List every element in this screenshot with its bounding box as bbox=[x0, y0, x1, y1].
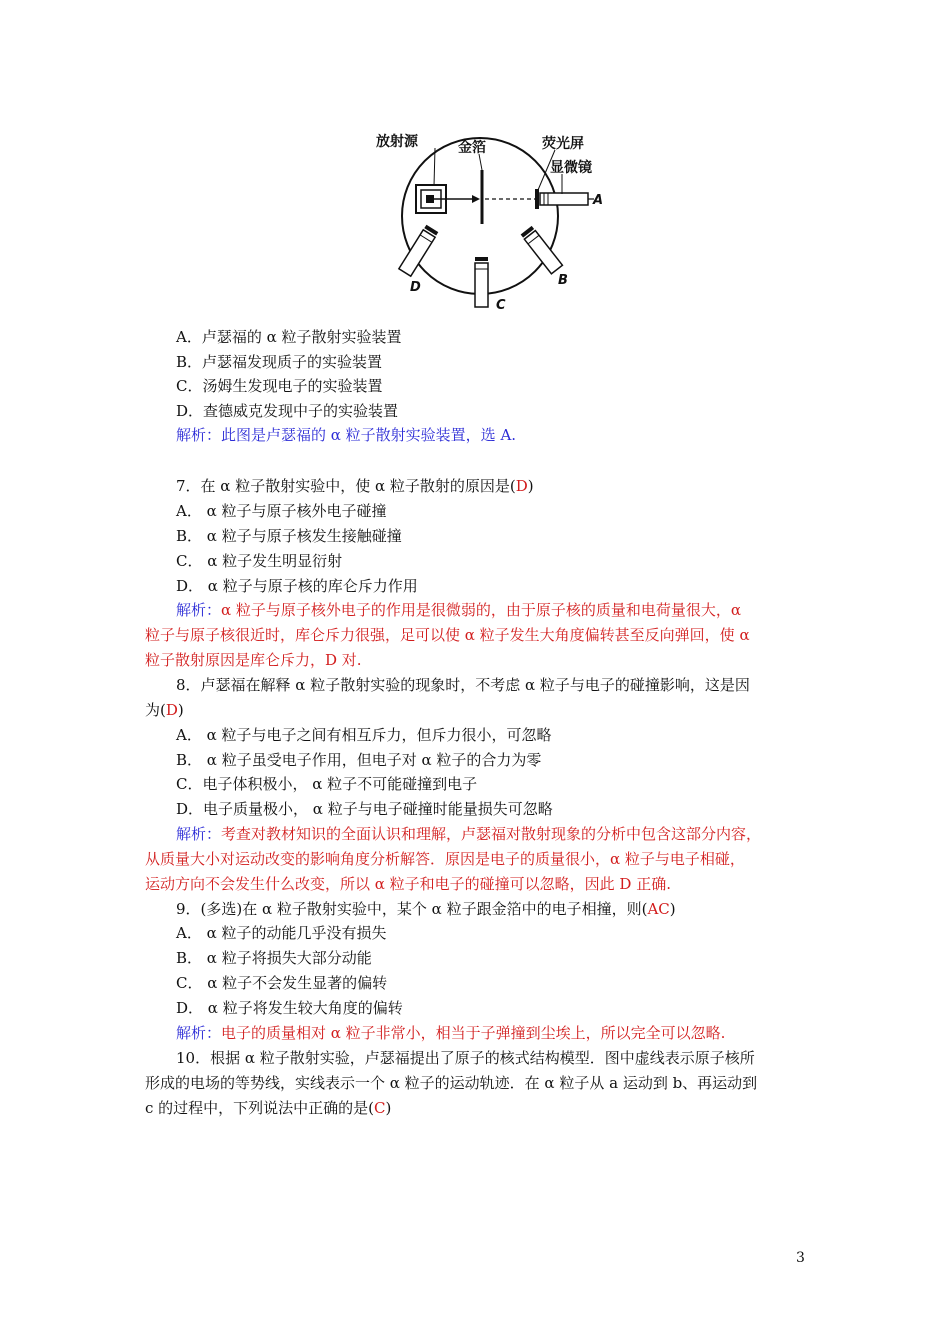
q10-answer: C bbox=[374, 1099, 386, 1117]
q7-option-a: A． α 粒子与原子核外电子碰撞 bbox=[176, 502, 387, 520]
label-screen: 荧光屏 bbox=[542, 136, 584, 152]
microscope-c bbox=[475, 257, 488, 307]
microscope-d bbox=[399, 225, 438, 277]
q9-option-a: A． α 粒子的动能几乎没有损失 bbox=[176, 924, 387, 942]
q7-analysis-line-2: 粒子与原子核很近时，库仑斥力很强，足可以使 α 粒子发生大角度偏转甚至反向弹回，使 α bbox=[145, 626, 750, 644]
q6-option-d: D．查德威克发现中子的实验装置 bbox=[176, 402, 399, 420]
q7-analysis-line-1: 解析：α 粒子与原子核外电子的作用是很微弱的，由于原子核的质量和电荷量很大，α bbox=[176, 601, 742, 619]
label-position-a: A bbox=[593, 193, 604, 208]
q6-analysis-text: 此图是卢瑟福的 α 粒子散射实验装置，选 A. bbox=[221, 426, 517, 444]
q10-stem-line-1: 10．根据 α 粒子散射实验，卢瑟福提出了原子的核式结构模型．图中虚线表示原子核所 bbox=[176, 1049, 755, 1067]
page-number: 3 bbox=[796, 1250, 805, 1266]
q9-option-b: B． α 粒子将损失大部分动能 bbox=[176, 949, 372, 967]
q7-analysis-line-3: 粒子散射原因是库仑斥力，D 对. bbox=[145, 651, 362, 669]
label-microscope: 显微镜 bbox=[550, 160, 592, 176]
q9-analysis: 解析：电子的质量相对 α 粒子非常小，相当于子弹撞到尘埃上，所以完全可以忽略. bbox=[176, 1024, 726, 1042]
q8-stem-line-2: 为(D) bbox=[145, 701, 184, 719]
q8-option-c: C．电子体积极小， α 粒子不可能碰撞到电子 bbox=[176, 775, 478, 793]
q7-option-d: D． α 粒子与原子核的库仑斥力作用 bbox=[176, 577, 418, 595]
q10-stem-line-2: 形成的电场的等势线，实线表示一个 α 粒子的运动轨迹．在 α 粒子从 a 运动到 b、再运动到 bbox=[145, 1074, 758, 1092]
q10-stem-line-3: c 的过程中，下列说法中正确的是(C) bbox=[145, 1099, 392, 1117]
q8-analysis-line-3: 运动方向不会发生什么改变，所以 α 粒子和电子的碰撞可以忽略，因此 D 正确. bbox=[145, 875, 671, 893]
q6-option-a: A．卢瑟福的 α 粒子散射实验装置 bbox=[176, 328, 402, 346]
label-source: 放射源 bbox=[376, 134, 418, 150]
q8-analysis-label: 解析： bbox=[176, 825, 222, 843]
beam-arrow bbox=[472, 195, 480, 203]
q8-analysis-line-1: 解析：考查对教材知识的全面认识和理解，卢瑟福对散射现象的分析中包含这部分内容， bbox=[176, 825, 762, 843]
q8-option-b: B． α 粒子虽受电子作用，但电子对 α 粒子的合力为零 bbox=[176, 751, 542, 769]
q8-option-d: D．电子质量极小， α 粒子与电子碰撞时能量损失可忽略 bbox=[176, 800, 553, 818]
q9-answer: AC bbox=[647, 900, 670, 918]
q9-option-c: C． α 粒子不会发生显著的偏转 bbox=[176, 974, 388, 992]
q8-option-a: A． α 粒子与电子之间有相互斥力，但斥力很小，可忽略 bbox=[176, 726, 552, 744]
q7-option-b: B． α 粒子与原子核发生接触碰撞 bbox=[176, 527, 402, 545]
q8-stem-line-1: 8．卢瑟福在解释 α 粒子散射实验的现象时，不考虑 α 粒子与电子的碰撞影响，这是因 bbox=[176, 676, 750, 694]
q6-analysis bbox=[176, 424, 516, 446]
label-position-d: D bbox=[410, 280, 421, 295]
q9-analysis-label: 解析： bbox=[176, 1024, 222, 1042]
label-position-c: C bbox=[496, 298, 506, 313]
q6-option-b: B．卢瑟福发现质子的实验装置 bbox=[176, 353, 383, 371]
q8-answer: D bbox=[165, 701, 178, 719]
label-foil: 金箔 bbox=[458, 140, 486, 156]
q7-stem: 7．在 α 粒子散射实验中，使 α 粒子散射的原因是(D) bbox=[176, 477, 534, 495]
q6-analysis-label: 解析： bbox=[176, 426, 222, 444]
q9-option-d: D． α 粒子将发生较大角度的偏转 bbox=[176, 999, 403, 1017]
q7-analysis-label: 解析： bbox=[176, 601, 222, 619]
q7-answer: D bbox=[515, 477, 528, 495]
label-position-b: B bbox=[558, 273, 568, 288]
microscope-a bbox=[535, 189, 594, 209]
q6-option-c: C．汤姆生发现电子的实验装置 bbox=[176, 377, 383, 395]
q8-analysis-line-2: 从质量大小对运动改变的影响角度分析解答．原因是电子的质量很小，α 粒子与电子相碰， bbox=[145, 850, 745, 868]
q9-stem: 9．(多选)在 α 粒子散射实验中，某个 α 粒子跟金箔中的电子相撞，则(AC) bbox=[176, 900, 676, 918]
q7-option-c: C． α 粒子发生明显衍射 bbox=[176, 552, 343, 570]
scattering-apparatus-figure bbox=[372, 128, 612, 316]
